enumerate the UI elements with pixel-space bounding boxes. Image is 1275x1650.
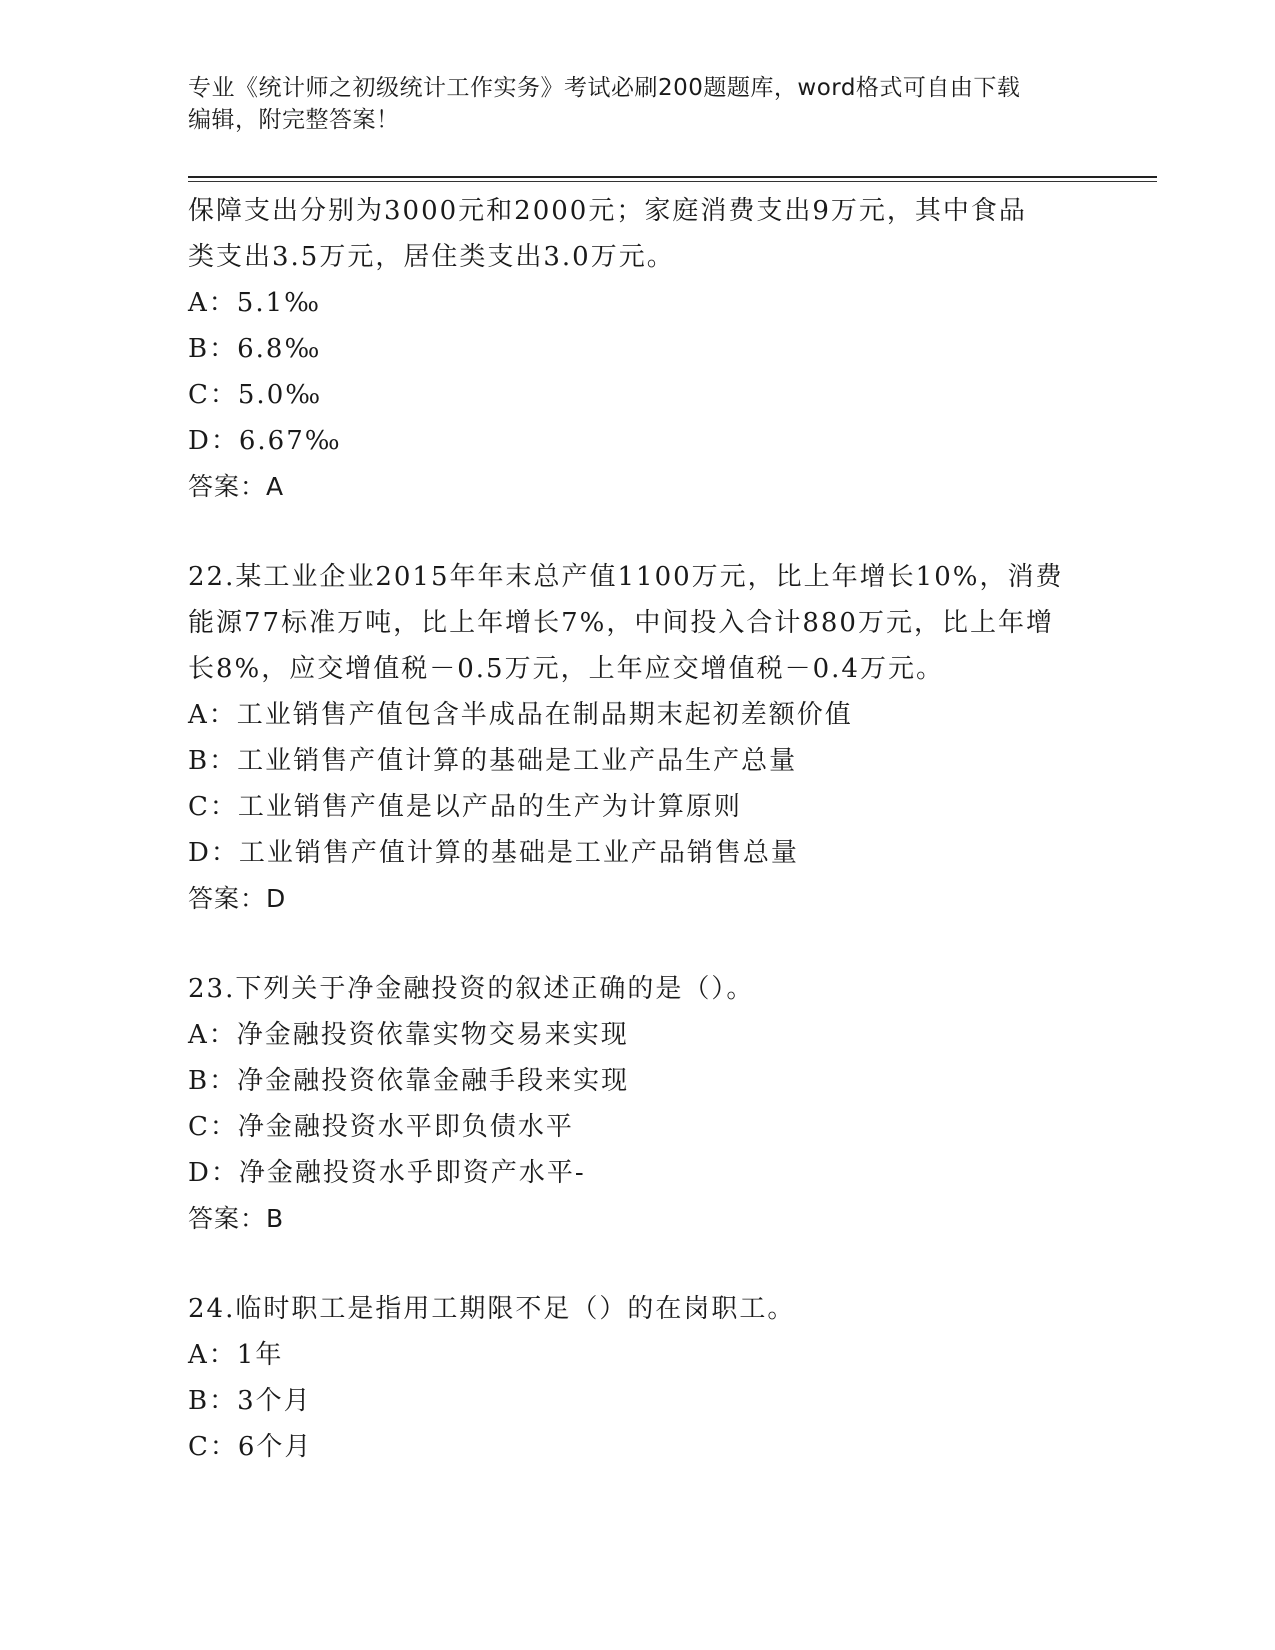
question-21-text-line: 类支出3.5万元，居住类支出3.0万元。 xyxy=(188,242,675,272)
question-21 xyxy=(188,188,1128,510)
question-23-text-line: 23.下列关于净金融投资的叙述正确的是（）。 xyxy=(188,974,755,1004)
question-21-option-b: B：6.8‰ xyxy=(188,334,322,364)
question-24-option-b: B：3个月 xyxy=(188,1386,312,1416)
question-24-option-a: A：1年 xyxy=(188,1340,284,1370)
question-21-option-d: D：6.67‰ xyxy=(188,426,342,456)
question-23-option-b: B：净金融投资依靠金融手段来实现 xyxy=(188,1066,630,1096)
header-divider-thick xyxy=(188,176,1157,178)
question-21-option-c: C：5.0‰ xyxy=(188,380,323,410)
question-23-option-d: D：净金融投资水乎即资产水平- xyxy=(188,1158,586,1188)
question-23 xyxy=(188,966,1128,1242)
document-header xyxy=(188,72,1088,136)
question-22-option-c: C：工业销售产值是以产品的生产为计算原则 xyxy=(188,792,742,822)
question-22 xyxy=(188,554,1128,922)
question-21-text-line: 保障支出分别为3000元和2000元；家庭消费支出9万元，其中食品 xyxy=(188,196,1027,226)
header-divider-thin xyxy=(188,181,1157,182)
question-23-option-c: C：净金融投资水平即负债水平 xyxy=(188,1112,574,1142)
question-24-text-line: 24.临时职工是指用工期限不足（）的在岗职工。 xyxy=(188,1294,796,1324)
question-22-text-line: 长8%，应交增值税－0.5万元，上年应交增值税－0.4万元。 xyxy=(188,654,944,684)
question-22-answer: 答案：D xyxy=(188,884,287,913)
question-24 xyxy=(188,1286,1128,1470)
question-22-option-b: B：工业销售产值计算的基础是工业产品生产总量 xyxy=(188,746,798,776)
question-list xyxy=(188,188,1128,1470)
question-22-option-a: A：工业销售产值包含半成品在制品期末起初差额价值 xyxy=(188,700,853,730)
question-22-option-d: D：工业销售产值计算的基础是工业产品销售总量 xyxy=(188,838,799,868)
header-title-line-2: 编辑，附完整答案！ xyxy=(188,107,400,133)
question-22-text-line: 能源77标准万吨，比上年增长7%，中间投入合计880万元，比上年增 xyxy=(188,608,1054,638)
question-22-text-line: 22.某工业企业2015年年末总产值1100万元，比上年增长10%，消费 xyxy=(188,562,1064,592)
question-21-answer: 答案：A xyxy=(188,472,285,501)
header-title-line-1: 专业《统计师之初级统计工作实务》考试必刷200题题库，word格式可自由下载 xyxy=(188,75,1021,101)
question-21-option-a: A：5.1‰ xyxy=(188,288,322,318)
question-23-option-a: A：净金融投资依靠实物交易来实现 xyxy=(188,1020,629,1050)
question-24-option-c: C：6个月 xyxy=(188,1432,313,1462)
question-23-answer: 答案：B xyxy=(188,1204,285,1233)
